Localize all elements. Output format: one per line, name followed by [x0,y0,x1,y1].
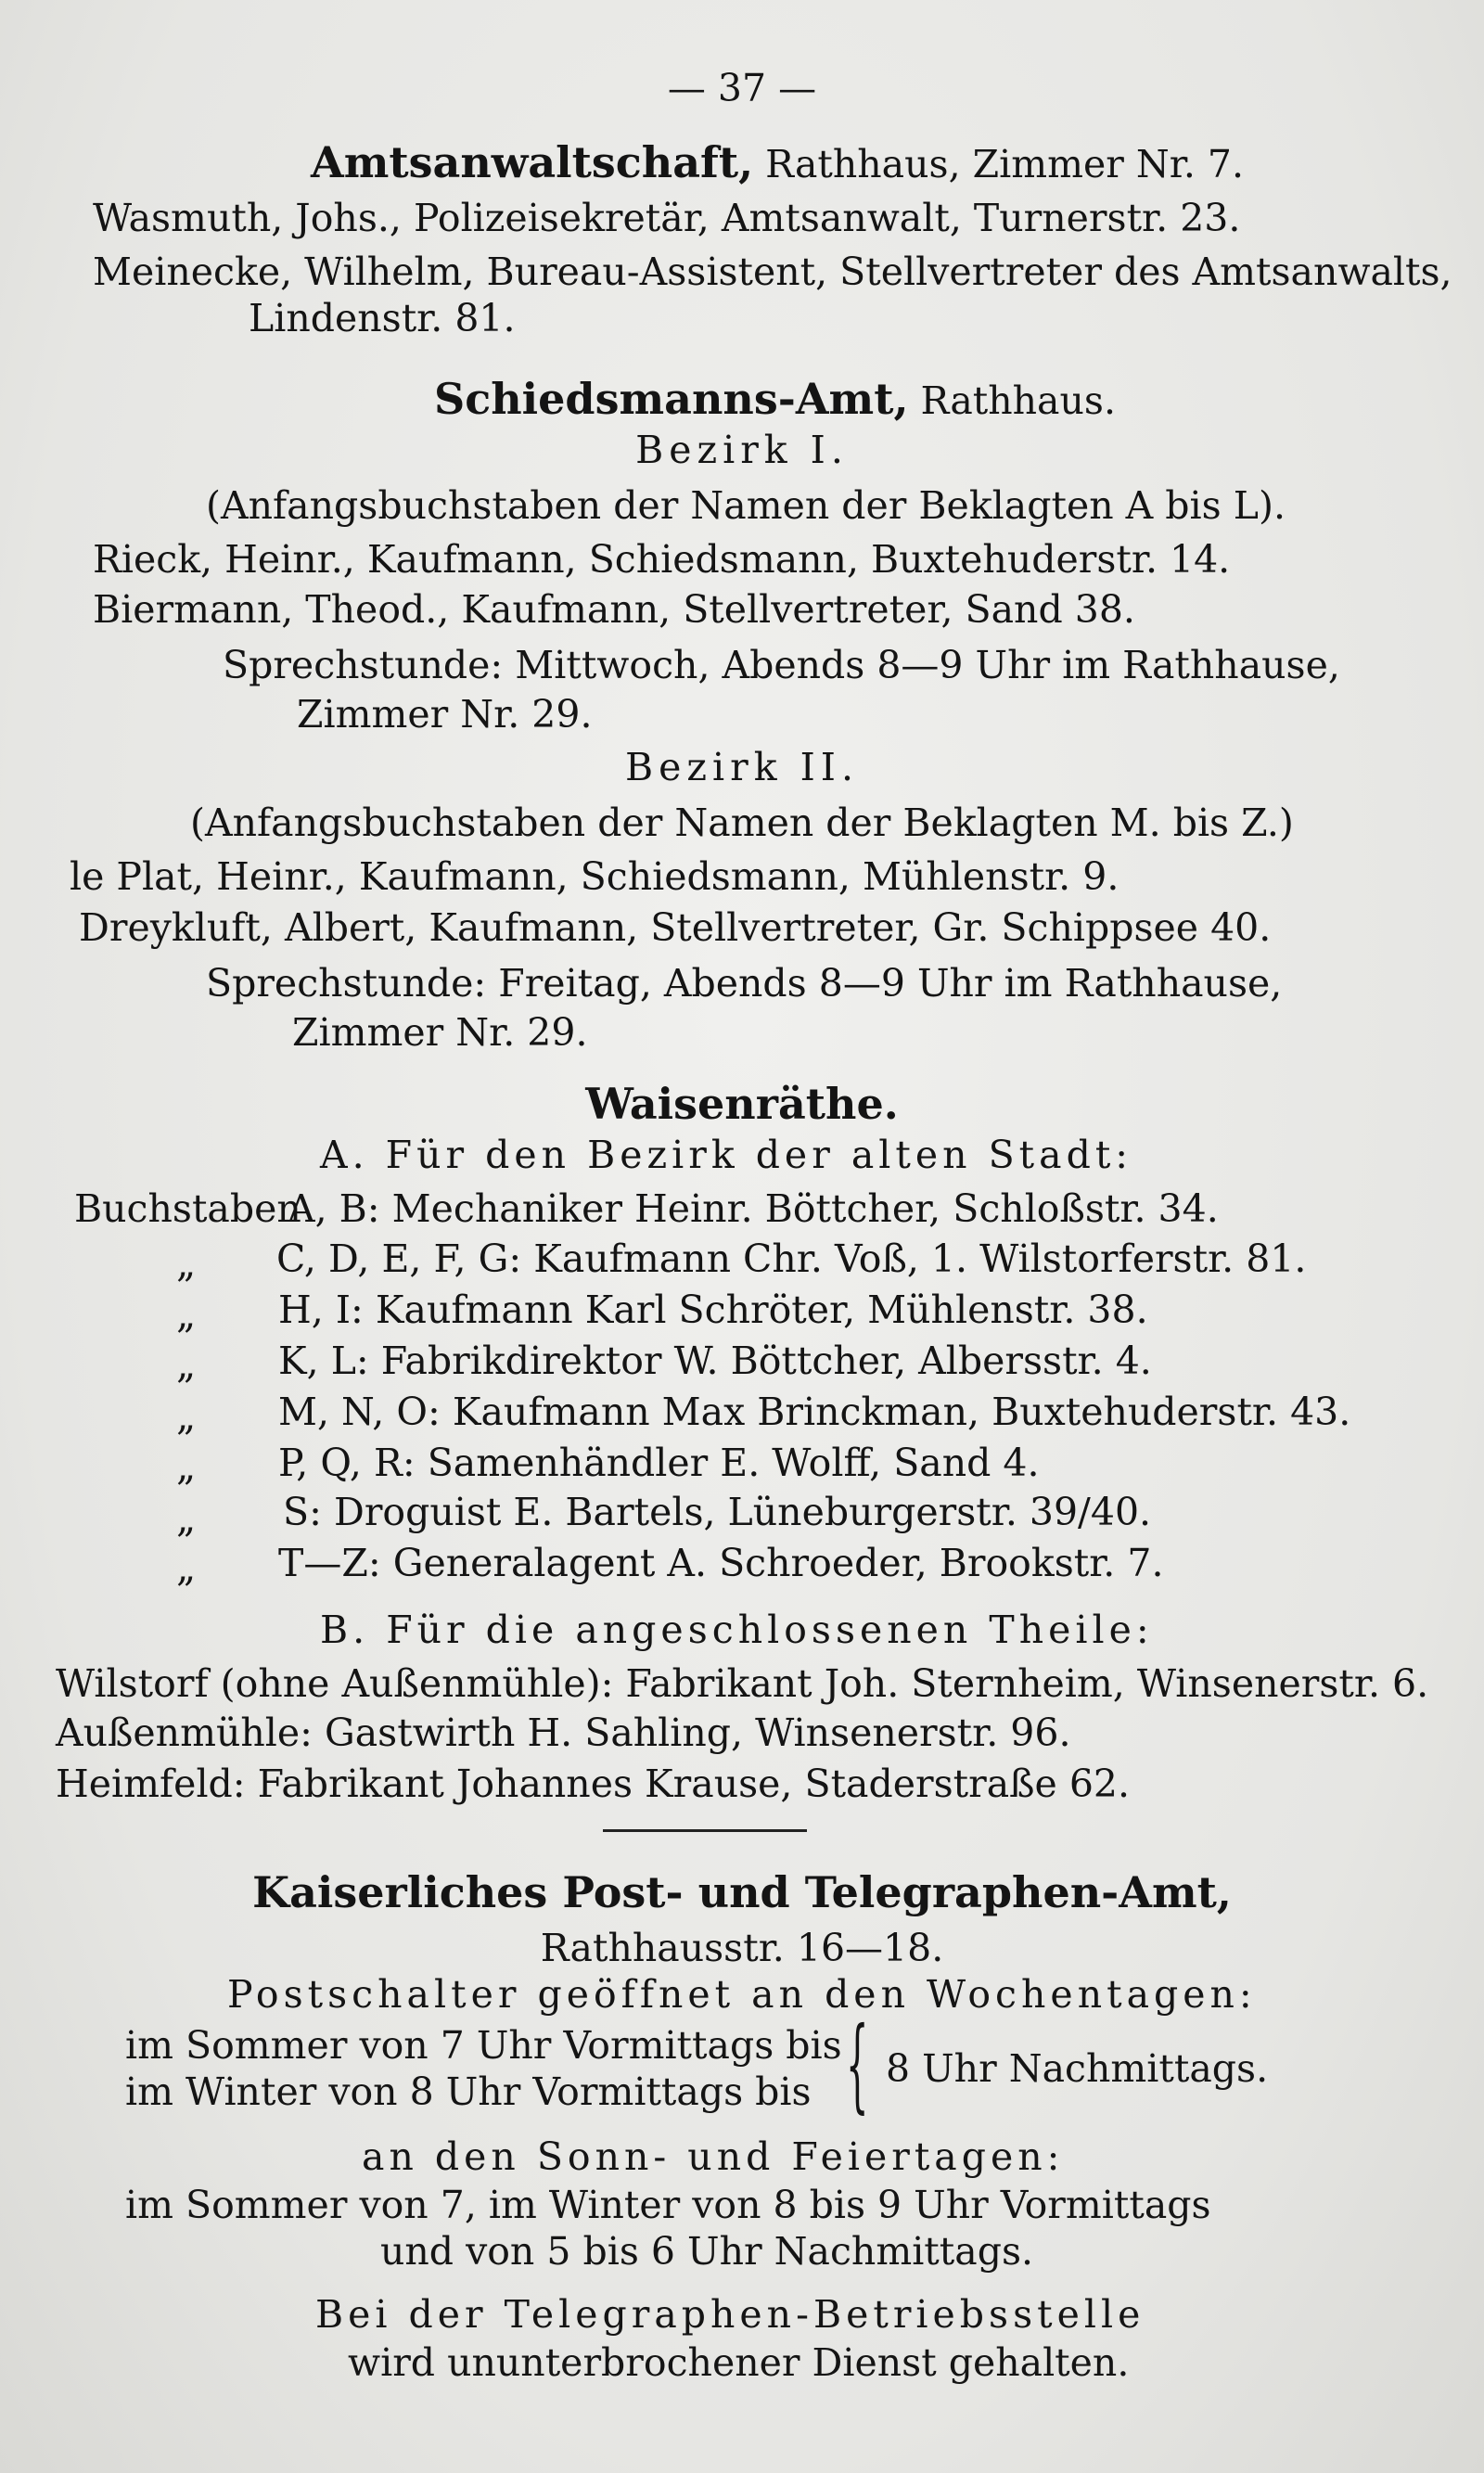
amtsanwaltschaft-heading [311,139,1244,187]
bezirk-1-stellvertreter: Biermann, Theod., Kaufmann, Stellvertreter, Sand 38. [93,587,1135,632]
waisenrat-letters: H, I: [278,1288,364,1332]
waisenrat-letters: M, N, O: [278,1390,441,1434]
telegraph-line-2: wird ununterbrochener Dienst gehalten. [348,2340,1130,2385]
waisenrat-entry: Kaufmann Chr. Voß, 1. Wilstorferstr. 81. [533,1236,1307,1281]
waisenrat-row [283,1489,1151,1535]
schiedsmann-heading [434,376,1116,424]
wilstorf-entry: Wilstorf (ohne Außenmühle): Fabrikant Joh. Sternheim, Winsenerstr. 6. [56,1661,1429,1706]
postamt-title: Kaiserliches Post- und Telegraphen-Amt, [252,1867,1232,1917]
waisenrat-entry: Kaufmann Max Brinckman, Buxtehuderstr. 43. [452,1390,1351,1434]
aussenmuehle-entry: Außenmühle: Gastwirth H. Sahling, Winsenerstr. 96. [56,1711,1071,1755]
postamt-address: Rathhausstr. 16—18. [540,1926,944,1970]
waisenrat-row [276,1236,1306,1282]
summer-hours: im Sommer von 7 Uhr Vormittags bis [125,2023,842,2068]
bezirk-2-stellvertreter: Dreykluft, Albert, Kaufmann, Stellvertreter, Gr. Schippsee 40. [79,905,1272,950]
holidays-afternoon: und von 5 bis 6 Uhr Nachmittags. [380,2229,1034,2274]
telegraph-line-1: Bei der Telegraphen-Betriebsstelle [315,2292,1145,2337]
bezirk-1-schiedsmann: Rieck, Heinr., Kaufmann, Schiedsmann, Buxtehuderstr. 14. [93,537,1231,582]
waisenrat-row [278,1440,1040,1486]
amtsanwaltschaft-location: Rathhaus, Zimmer Nr. 7. [765,142,1245,186]
ditto-mark: „ [176,1342,197,1387]
ditto-mark: „ [176,1444,197,1489]
section-b-heading: B. Für die angeschlossenen Theile: [320,1608,1154,1652]
page-number: — 37 — [667,66,817,110]
schiedsmann-title: Schiedsmanns-Amt, [434,374,909,424]
section-a-heading: A. Für den Bezirk der alten Stadt: [320,1133,1133,1177]
ditto-mark: „ [176,1241,197,1286]
amtsanwaltschaft-title: Amtsanwaltschaft, [311,137,754,187]
waisenraethe-title: Waisenräthe. [585,1079,899,1129]
waisenrat-entry: Samenhändler E. Wolff, Sand 4. [427,1441,1040,1485]
bezirk-1-hours: Sprechstunde: Mittwoch, Abends 8—9 Uhr im Rathhause, [223,643,1340,687]
schiedsmann-location: Rathhaus. [920,378,1116,423]
bezirk-2-heading: Bezirk II. [624,745,859,789]
buchstaben-label: Buchstaben [74,1186,301,1231]
amtsanwalt-entry: Wasmuth, Johs., Polizeisekretär, Amtsanwalt, Turnerstr. 23. [93,196,1241,240]
bezirk-2-hours: Sprechstunde: Freitag, Abends 8—9 Uhr im Rathhause, [206,961,1283,1006]
weekdays-heading: Postschalter geöffnet an den Wochentagen: [227,1972,1257,2017]
bezirk-1-heading: Bezirk I. [635,428,849,472]
heimfeld-entry: Heimfeld: Fabrikant Johannes Krause, Staderstraße 62. [56,1762,1131,1806]
waisenrat-letters: A, B: [288,1186,380,1231]
waisenrat-row [288,1185,1219,1232]
waisenrat-row [278,1540,1164,1586]
waisenrat-row [278,1287,1148,1333]
waisenrat-entry: Droguist E. Bartels, Lüneburgerstr. 39/40. [333,1490,1152,1534]
ditto-mark: „ [176,1292,197,1337]
waisenrat-letters: S: [283,1490,322,1534]
section-divider [603,1829,807,1832]
waisenrat-entry: Generalagent A. Schroeder, Brookstr. 7. [392,1541,1164,1585]
waisenrat-row [278,1338,1152,1384]
brace-symbol: { [846,2005,869,2123]
waisenrat-letters: T—Z: [278,1541,381,1585]
ditto-mark: „ [176,1496,197,1541]
ditto-mark: „ [176,1545,197,1590]
waisenrat-entry: Mechaniker Heinr. Böttcher, Schloßstr. 34. [391,1186,1219,1231]
stellvertreter-entry: Meinecke, Wilhelm, Bureau-Assistent, Stellvertreter des Amtsanwalts, [93,250,1452,294]
holidays-heading: an den Sonn- und Feiertagen: [362,2134,1065,2179]
waisenrat-entry: Fabrikdirektor W. Böttcher, Albersstr. 4. [380,1339,1152,1383]
winter-hours: im Winter von 8 Uhr Vormittags bis [125,2069,812,2114]
waisenrat-letters: P, Q, R: [278,1441,416,1485]
waisenrat-entry: Kaufmann Karl Schröter, Mühlenstr. 38. [375,1288,1148,1332]
bezirk-2-note: (Anfangsbuchstaben der Namen der Beklagten M. bis Z.) [190,801,1294,845]
bezirk-2-room: Zimmer Nr. 29. [292,1010,588,1055]
closing-time: 8 Uhr Nachmittags. [886,2046,1269,2091]
ditto-mark: „ [176,1394,197,1439]
stellvertreter-address: Lindenstr. 81. [249,296,516,340]
bezirk-1-note: (Anfangsbuchstaben der Namen der Beklagten A bis L). [206,483,1286,528]
waisenrat-row [278,1389,1350,1435]
waisenrat-letters: C, D, E, F, G: [276,1236,522,1281]
holidays-morning: im Sommer von 7, im Winter von 8 bis 9 Uhr Vormittags [125,2183,1211,2227]
waisenrat-letters: K, L: [278,1339,369,1383]
bezirk-1-room: Zimmer Nr. 29. [297,692,593,737]
bezirk-2-schiedsmann: le Plat, Heinr., Kaufmann, Schiedsmann, Mühlenstr. 9. [70,854,1119,899]
